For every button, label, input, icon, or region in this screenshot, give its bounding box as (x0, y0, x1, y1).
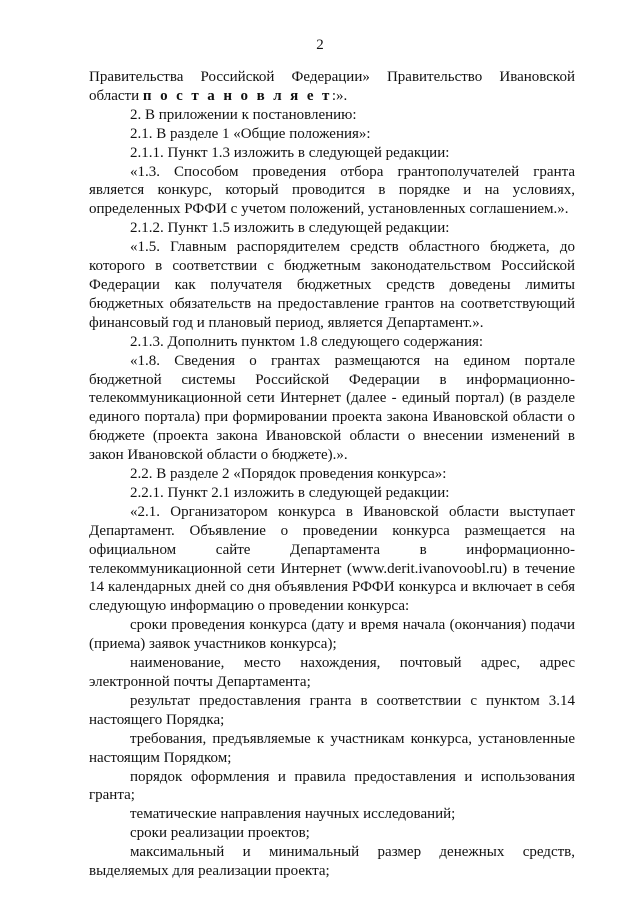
paragraph: 2.2. В разделе 2 «Порядок проведения конкурса»: (130, 466, 447, 483)
paragraph: 2.1.3. Дополнить пунктом 1.8 следующего содержания: (130, 333, 484, 350)
paragraph: требования, предъявляемые к участникам конкурса, установленные настоящим Порядком; (89, 730, 575, 766)
paragraph: «1.8. Сведения о грантах размещаются на едином портале бюджетной системы Российской Федерации в информационно-телекоммуникационной сети Интернет (далее - единый портал) (в разделе единого портала) при формировании проекта закона Ивановской области о бюджете (проекта закона Ивановской области о внесении изменений в закон Ивановской области о бюджете).». (89, 352, 575, 464)
emphasized-word: п о с т а н о в л я е т (142, 87, 332, 104)
paragraph: порядок оформления и правила предоставления и использования гранта; (89, 768, 575, 804)
paragraph: сроки проведения конкурса (дату и время начала (окончания) подачи (приема) заявок участников конкурса); (89, 617, 575, 653)
paragraph: «1.3. Способом проведения отбора грантополучателей гранта является конкурс, который проводится в порядке и на условиях, определенных РФФИ с учетом положений, установленных соглашением.». (89, 163, 575, 218)
document-body (89, 68, 575, 881)
paragraph: 2.1. В разделе 1 «Общие положения»: (130, 125, 371, 142)
paragraph: сроки реализации проектов; (130, 825, 310, 842)
paragraph: «2.1. Организатором конкурса в Ивановской области выступает Департамент. Объявление о проведении конкурса размещается на официальном сайте Департамента в информационно-телекоммуникационной сети Интернет (www.derit.ivanovoobl.ru) в течение 14 календарных дней со дня объявления РФФИ конкурса и включает в себя следующую информацию о проведении конкурса: (89, 503, 575, 615)
paragraph: 2.1.2. Пункт 1.5 изложить в следующей редакции: (130, 220, 450, 237)
paragraph: «1.5. Главным распорядителем средств областного бюджета, до которого в соответствии с бюджетным законодательством Российской Федерации как получателя бюджетных средств доведены лимиты бюджетных обязательств на предоставление грантов на соответствующий финансовый год и плановый период, является Департамент.». (89, 239, 575, 331)
paragraph: 2.2.1. Пункт 2.1 изложить в следующей редакции: (130, 484, 450, 501)
paragraph: наименование, место нахождения, почтовый адрес, адрес электронной почты Департамента; (89, 655, 575, 690)
paragraph: 2. В приложении к постановлению: (130, 106, 357, 123)
paragraph: результат предоставления гранта в соответствии с пунктом 3.14 настоящего Порядка; (89, 692, 575, 728)
paragraph: максимальный и минимальный размер денежных средств, выделяемых для реализации проекта; (89, 844, 575, 880)
paragraph: тематические направления научных исследований; (130, 806, 456, 823)
paragraph-tail: :». (331, 87, 348, 104)
paragraph-text: Правительства Российской Федерации» Правительство Ивановской области (89, 69, 575, 104)
paragraph-decree-clause (89, 68, 575, 106)
paragraph: 2.1.1. Пункт 1.3 изложить в следующей редакции: (130, 144, 450, 161)
page-number: 2 (316, 37, 324, 53)
